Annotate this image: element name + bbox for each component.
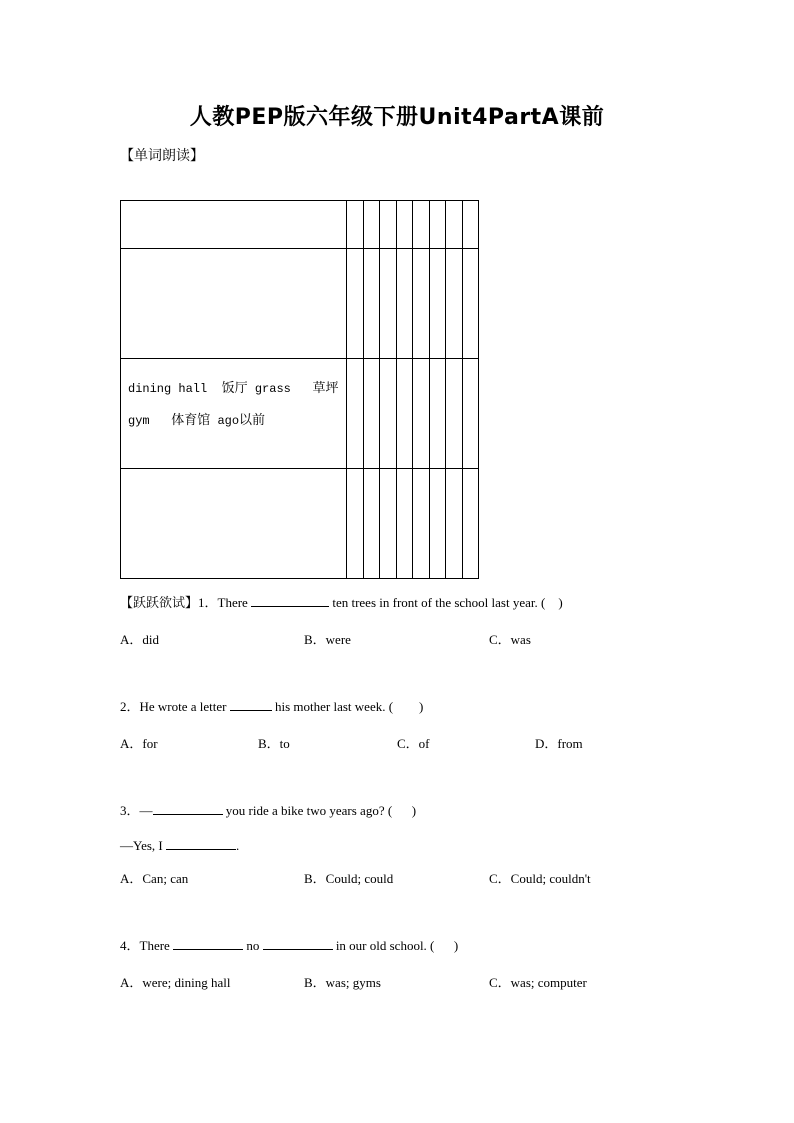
q3-option-c[interactable]: C．Could; couldn't bbox=[489, 871, 591, 886]
question-3-reply: —Yes, I . bbox=[120, 838, 240, 853]
table-cell bbox=[121, 469, 347, 579]
q2-option-b[interactable]: B．to bbox=[258, 736, 290, 751]
vocab-word: ago bbox=[217, 414, 240, 428]
q1-option-b[interactable]: B．were bbox=[304, 632, 351, 647]
answer-blank[interactable] bbox=[230, 698, 272, 711]
q4-option-c[interactable]: C．was; computer bbox=[489, 975, 587, 990]
q3-option-b[interactable]: B．Could; could bbox=[304, 871, 394, 886]
q3-option-a[interactable]: A．Can; can bbox=[120, 871, 189, 886]
vocab-cell bbox=[121, 359, 347, 469]
q2-option-d[interactable]: D．from bbox=[535, 736, 583, 751]
q1-option-a[interactable]: A．did bbox=[120, 632, 160, 647]
vocab-line-1 bbox=[128, 373, 346, 405]
table-cell bbox=[121, 249, 347, 359]
table-row bbox=[121, 469, 479, 579]
table-cell bbox=[121, 201, 347, 249]
vocab-line-2 bbox=[128, 405, 346, 437]
q4-option-a[interactable]: A．were; dining hall bbox=[120, 975, 231, 990]
table-row bbox=[121, 201, 479, 249]
vocab-word: dining hall bbox=[128, 382, 208, 396]
vocab-meaning: 体育馆 bbox=[171, 413, 211, 428]
page-title: 人教PEP版六年级下册Unit4PartA课前 bbox=[189, 105, 605, 130]
answer-blank[interactable] bbox=[166, 837, 236, 850]
vocab-meaning: 草坪 bbox=[312, 381, 339, 396]
question-1: 【跃跃欲试】1．There ten trees in front of the school last year. ( ) bbox=[120, 595, 563, 611]
question-2: 2．He wrote a letter his mother last week. ( ) bbox=[120, 699, 424, 714]
answer-blank[interactable] bbox=[263, 937, 333, 950]
vocab-list bbox=[121, 359, 346, 437]
q2-option-a[interactable]: A．for bbox=[120, 736, 158, 751]
section-word-reading: 【单词朗读】 bbox=[120, 148, 204, 164]
vocab-table bbox=[120, 200, 479, 579]
table-row bbox=[121, 249, 479, 359]
answer-blank[interactable] bbox=[153, 802, 223, 815]
answer-blank[interactable] bbox=[251, 594, 329, 607]
q2-option-c[interactable]: C．of bbox=[397, 736, 430, 751]
table-row bbox=[121, 359, 479, 469]
q4-option-b[interactable]: B．was; gyms bbox=[304, 975, 381, 990]
vocab-meaning: 以前 bbox=[239, 413, 266, 428]
q1-option-c[interactable]: C．was bbox=[489, 632, 531, 647]
question-3: 3．— you ride a bike two years ago? ( ) bbox=[120, 803, 417, 818]
vocab-word: gym bbox=[128, 414, 150, 428]
answer-blank[interactable] bbox=[173, 937, 243, 950]
section-try: 【跃跃欲试】 bbox=[120, 596, 199, 611]
vocab-meaning: 饭厅 bbox=[221, 381, 248, 396]
vocab-word: grass bbox=[254, 382, 291, 396]
question-4: 4．There no in our old school. ( ) bbox=[120, 938, 459, 953]
